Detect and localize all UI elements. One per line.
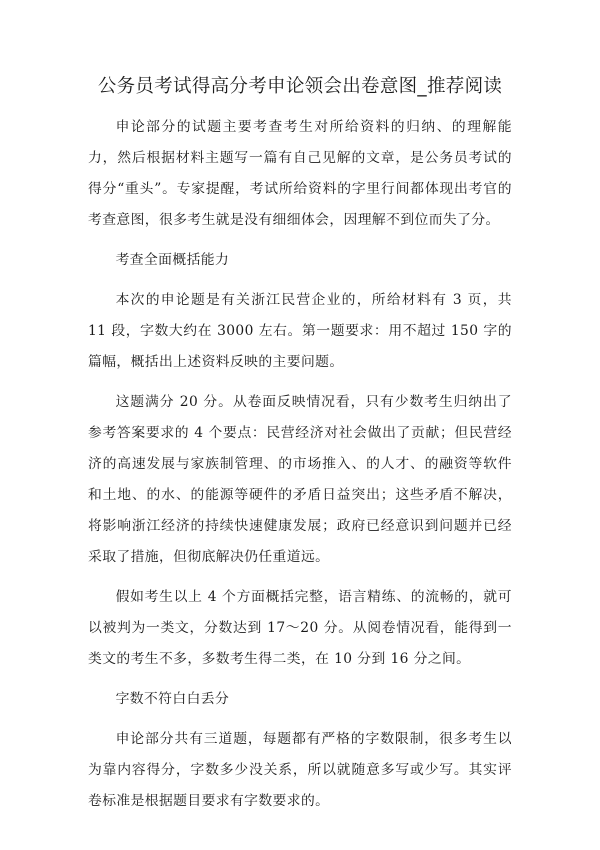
document-title: 公务员考试得高分考申论领会出卷意图_推荐阅读 (97, 76, 503, 97)
section-heading: 字数不符白白丢分 (115, 691, 230, 707)
paragraph: 申论部分的试题主要考查考生对所给资料的归纳、的理解能力，然后根据材料主题写一篇有自己见解的文章，是公务员考试的得分“重头”。专家提醒，考试所给资料的字里行间都体现出考官的考查意图，很多考生就是没有细细体会，因理解不到位而失了分。 (88, 119, 512, 228)
section-heading: 考查全面概括能力 (115, 252, 230, 268)
paragraph: 假如考生以上 4 个方面概括完整，语言精练、的流畅的，就可以被判为一类文，分数达到 17～20 分。从阅卷情况看，能得到一类文的考生不多，多数考生得二类，在 10 分到 16 分之间。 (88, 589, 512, 667)
paragraph: 申论部分共有三道题，每题都有严格的字数限制，很多考生以为靠内容得分，字数多少没关系，所以就随意多写或少写。其实评卷标准是根据题目要求有字数要求的。 (88, 731, 512, 809)
paragraph: 本次的申论题是有关浙江民营企业的，所给材料有 3 页，共 11 段，字数大约在 3000 左右。第一题要求：用不超过 150 字的篇幅，概括出上述资料反映的主要问题。 (88, 292, 512, 370)
paragraph: 这题满分 20 分。从卷面反映情况看，只有少数考生归纳出了参考答案要求的 4 个要点：民营经济对社会做出了贡献；但民营经济的高速发展与家族制管理、的市场推入、的人才、的融资等软件和土地、的水、的能源等硬件的矛盾日益突出；这些矛盾不解决，将影响浙江经济的持续快速健康发展；政府已经意识到问题并已经采取了措施，但彻底解决仍任重道远。 (88, 394, 512, 565)
